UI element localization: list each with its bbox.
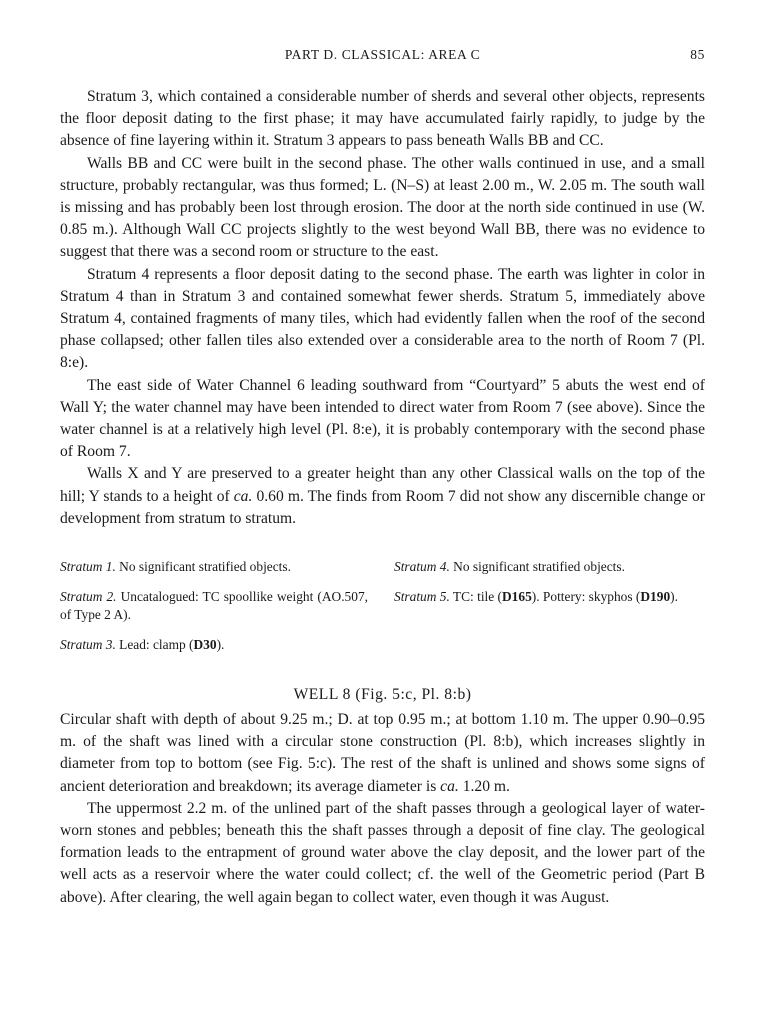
stratum-text: ). [670,589,678,604]
stratum-text: TC: tile ( [449,589,503,604]
text-run: 0.60 m. The finds from Room 7 did not show any discernible change or development from stratum to stratum. [60,487,705,527]
stratum-entry-3 [60,636,368,654]
strata-column-left [60,558,368,666]
paragraph-well-description [60,709,705,798]
strata-column-right [394,558,702,618]
text-run: Circular shaft with depth of about 9.25 m.; D. at top 0.95 m.; at bottom 1.10 m. The upper 0.90–0.95 m. of the shaft was lined with a circular stone construction (Pl. 8:b), which increases slightly in diameter from top to bottom (see Fig. 5:c). The rest of the shaft is unlined and shows some signs of ancient deterioration and breakdown; its average diameter is [60,711,705,795]
paragraph-stratum-3: Stratum 3, which contained a considerable number of sherds and several other objects, represents the floor deposit dating to the first phase; it may have accumulated fairly rapidly, to judge by the absence of fine layering within it. Stratum 3 appears to pass beneath Walls BB and CC. [60,88,705,150]
stratum-text: No significant stratified objects. [115,559,291,574]
catalogue-ref: D30 [193,637,217,652]
page-number: 85 [690,47,705,62]
italic-run: ca. [440,777,459,795]
catalogue-ref: D190 [640,589,671,604]
stratum-text: ). [216,637,225,652]
running-header [60,47,705,67]
stratum-label: Stratum 1. [60,559,116,574]
italic-run: ca. [233,487,253,505]
running-title: PART D. CLASSICAL: AREA C [284,47,481,62]
section-heading-well-8: WELL 8 (Fig. 5:c, Pl. 8:b) [293,686,472,703]
stratum-label: Stratum 3. [60,637,116,652]
stratum-label: Stratum 4. [394,559,450,574]
stratum-text: ). Pottery: skyphos ( [531,589,641,604]
text-run: 1.20 m. [458,777,510,795]
stratum-text: Uncatalogued: TC spoollike weight (AO.507, of Type 2 A). [60,589,368,622]
stratum-entry-5 [394,588,702,606]
stratum-label: Stratum 2. [60,589,117,604]
stratum-entry-4 [394,558,702,576]
paragraph-water-channel: The east side of Water Channel 6 leading southward from “Courtyard” 5 abuts the west end of Wall Y; the water channel may have been intended to direct water from Room 7 (see above). Since the water channel is at a relatively high level (Pl. 8:e), it is probably contemporary with the second phase of Room 7. [60,376,705,461]
text-run: Walls X and Y are preserved to a greater height than any other Classical walls on the top of the hill; Y stands to a height of [60,465,705,505]
paragraph-walls-bb-cc: Walls BB and CC were built in the second phase. The other walls continued in use, and a small structure, probably rectangular, was thus formed; L. (N–S) at least 2.00 m., W. 2.05 m. The south wall is missing and has probably been lost through erosion. The door at the north side continued in use (W. 0.85 m.). Although Wall CC projects slightly to the west beyond Wall BB, there was no evidence to suggest that there was a second room or structure to the east. [60,154,705,261]
stratum-text: Lead: clamp ( [115,637,194,652]
well-text [60,709,705,909]
main-text [60,86,705,530]
catalogue-ref: D165 [502,589,532,604]
paragraph-walls-x-y [60,463,705,530]
paragraph-stratum-4: Stratum 4 represents a floor deposit dating to the second phase. The earth was lighter in color in Stratum 4 than in Stratum 3 and contained somewhat fewer sherds. Stratum 5, immediately above Stratum 4, contained fragments of many tiles, which had evidently fallen when the roof of the second phase collapsed; other fallen tiles also extended over a considerable area to the north of Room 7 (Pl. 8:e). [60,265,705,372]
stratum-label: Stratum 5. [394,589,450,604]
stratum-entry-2 [60,588,368,624]
stratum-entry-1 [60,558,368,576]
stratum-text: No significant stratified objects. [449,559,625,574]
paragraph-well-geology: The uppermost 2.2 m. of the unlined part of the shaft passes through a geological layer of water-worn stones and pebbles; beneath this the shaft passes through a deposit of fine clay. The geological formation leads to the entrapment of ground water above the clay deposit, and the lower part of the well acts as a reservoir where the water could collect; cf. the well of the Geometric period (Part B above). After clearing, the well again began to collect water, even though it was August. [60,799,705,906]
